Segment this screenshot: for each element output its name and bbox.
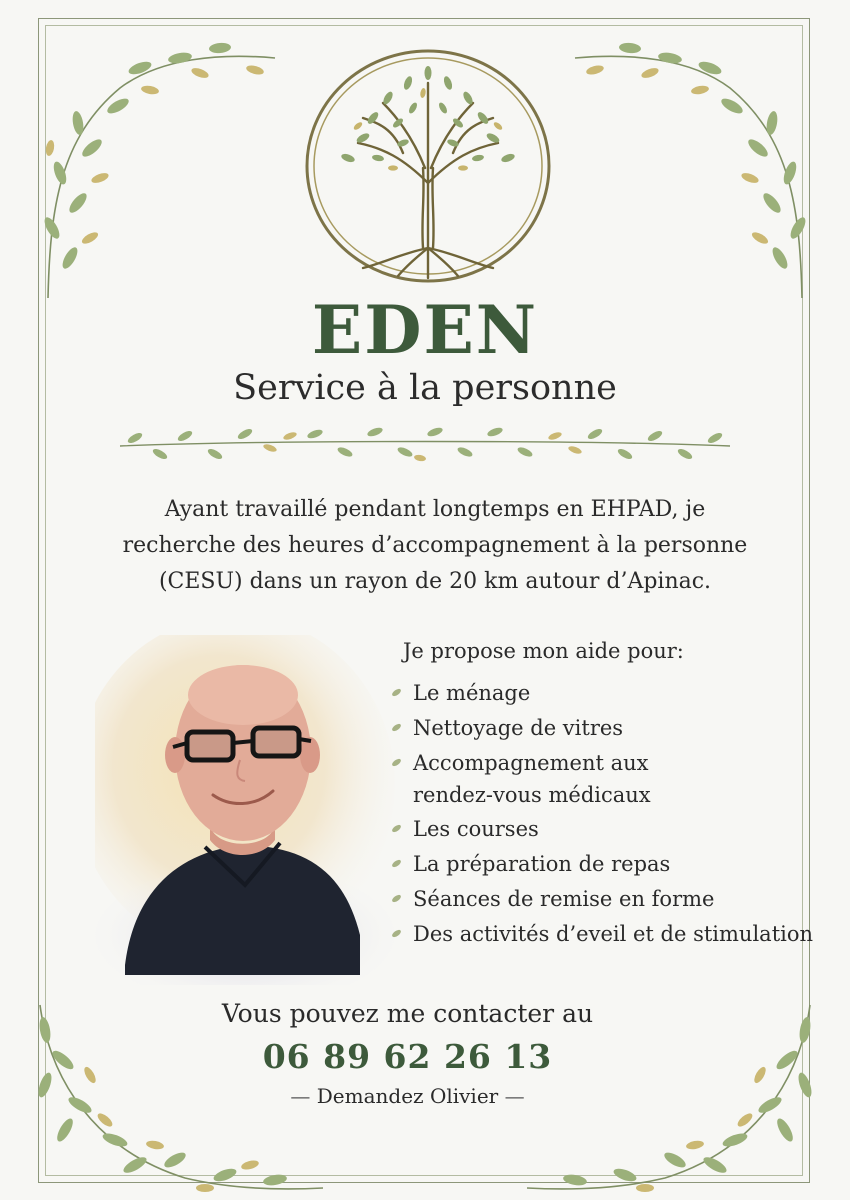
list-item bbox=[388, 711, 813, 746]
list-item-continuation bbox=[388, 779, 813, 812]
brand-tagline: Service à la personne bbox=[233, 368, 617, 408]
leaf-bullet-icon bbox=[391, 757, 402, 768]
leaf-divider bbox=[115, 418, 735, 468]
list-item bbox=[388, 847, 813, 882]
list-item-label: Les courses bbox=[413, 817, 539, 841]
services-list bbox=[388, 676, 813, 952]
leaf-garland-top-left bbox=[30, 28, 280, 308]
ask-for-name bbox=[0, 1081, 850, 1111]
tree-of-life-icon bbox=[303, 48, 553, 288]
list-item-label: Séances de remise en forme bbox=[413, 887, 715, 911]
dash-right: — bbox=[504, 1084, 525, 1108]
dash-left: — bbox=[290, 1084, 311, 1108]
list-item bbox=[388, 676, 813, 711]
list-item bbox=[388, 917, 813, 952]
leaf-bullet-icon bbox=[391, 928, 402, 939]
leaf-bullet-icon bbox=[391, 687, 402, 698]
intro-line: recherche des heures d’accompagnement à la personne bbox=[122, 533, 748, 558]
list-item-label: La préparation de repas bbox=[413, 852, 671, 876]
list-item-label: rendez-vous médicaux bbox=[413, 783, 651, 807]
list-item bbox=[388, 882, 813, 917]
list-item-label: Nettoyage de vitres bbox=[413, 716, 624, 740]
list-item bbox=[388, 746, 813, 781]
list-item-label: Le ménage bbox=[413, 681, 531, 705]
intro-line: (CESU) dans un rayon de 20 km autour d’Apinac. bbox=[158, 569, 712, 594]
list-item-label: Des activités d’eveil et de stimulation bbox=[413, 922, 814, 946]
leaf-garland-top-right bbox=[570, 28, 820, 308]
leaf-bullet-icon bbox=[391, 858, 402, 869]
offer-heading: Je propose mon aide pour: bbox=[403, 639, 684, 663]
contact-line: Vous pouvez me contacter au bbox=[221, 999, 594, 1028]
leaf-bullet-icon bbox=[391, 722, 402, 733]
intro-line: Ayant travaillé pendant longtemps en EHPAD, je bbox=[164, 497, 706, 522]
leaf-bullet-icon bbox=[391, 823, 402, 834]
list-item bbox=[388, 812, 813, 847]
brand-title: EDEN bbox=[311, 291, 539, 369]
ask-label: Demandez Olivier bbox=[316, 1084, 499, 1108]
list-item-label: Accompagnement aux bbox=[413, 751, 649, 775]
phone-number[interactable]: 06 89 62 26 13 bbox=[262, 1037, 553, 1076]
portrait-photo bbox=[95, 635, 395, 985]
intro-paragraph bbox=[100, 492, 770, 600]
leaf-bullet-icon bbox=[391, 893, 402, 904]
